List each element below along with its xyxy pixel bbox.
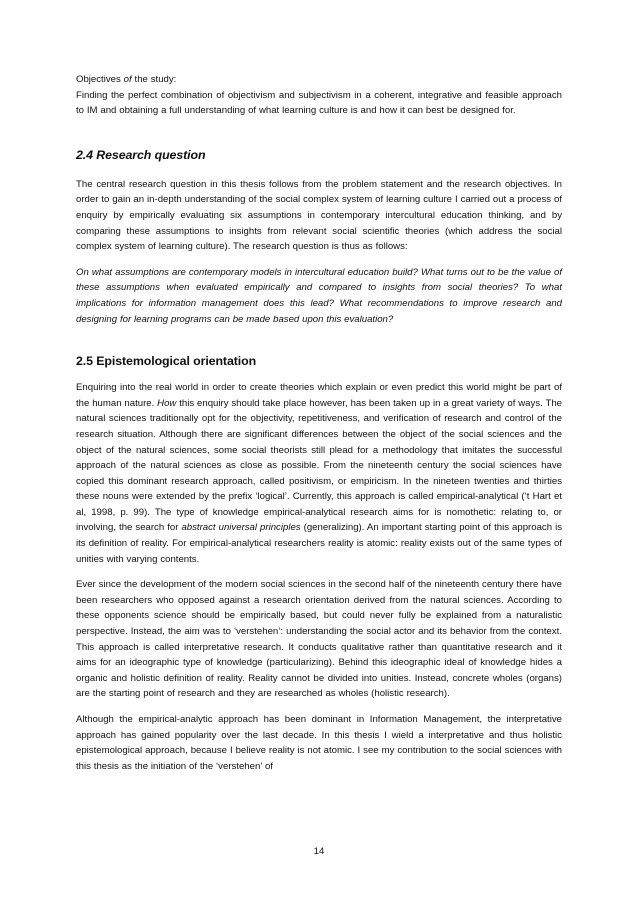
- p1-part-a: Enquiring into the real world in order to create theories which explain or even predict this world might be part of the human nature.: [76, 382, 562, 409]
- epistemology-paragraph-3: Although the empirical-analytic approach has been dominant in Information Management, the interpretative approach has gained popularity over the last decade. In this thesis I wield a interpretative and thus holistic epistemological approach, because I believe reality is not atomic. I see my contribution to the social sciences with this thesis as the initiation of the ‘verstehen’ of: [76, 714, 562, 772]
- research-question-text: On what assumptions are contemporary models in intercultural education build? What turns out to be the value of these assumptions when evaluated empirically and compared to insights from social theories? To what implications for information management does this lead? What recommendations to improve research and designing for learning programs can be made based upon this evaluation?: [76, 266, 562, 325]
- epistemology-paragraph-2: Ever since the development of the modern social sciences in the second half of the nineteenth century there have been researchers who opposed against a research orientation derived from the natural sciences. According to these opponents science should be empirically based, but could never fully be explained from a naturalistic perspective. Instead, the aim was to ‘verstehen’: understanding the social actor and its behavior from the context. This approach is called interpretative research. It conducts qualitative rather than quantitative research and it aims for an ideographic type of knowledge (particularizing). Behind this ideographic ideal of knowledge hides a organic and holistic definition of reality. Reality cannot be divided into unities. Instead, concrete wholes (organs) are the starting point of research and they are researched as wholes (holistic research).: [76, 579, 562, 700]
- epistemological-heading-text: 2.5 Epistemological orientation: [76, 354, 257, 369]
- epistemology-paragraph-1: [76, 380, 562, 567]
- page-number: 14: [313, 846, 325, 857]
- objectives-heading-pre: Objectives: [76, 74, 124, 85]
- research-question-paragraph: The central research question in this thesis follows from the problem statement and the research objectives. In order to gain an in-depth understanding of the social complex system of learning culture I carried out a process of enquiry by empirically evaluating six assumptions in contemporary intercultural education thinking, and by comparing these assumptions to insights from relevant social scientific theories (which address the social complex system of learning culture). The research question is thus as follows:: [76, 178, 562, 253]
- objectives-text: Finding the perfect combination of objectivism and subjectivism in a coherent, integrative and feasible approach to IM and obtaining a full understanding of what learning culture is and how it can best be designed for.: [76, 89, 562, 117]
- objectives-heading: [76, 72, 562, 88]
- page-content: [76, 72, 562, 774]
- objectives-heading-post: the study:: [131, 74, 177, 85]
- p1-emphasis-how: How: [157, 397, 177, 409]
- p1-part-c: (generalizing). An important starting point of this approach is its definition of reality. For empirical-analytical researchers reality is atomic: reality exists out of the same types of unities with varying contents.: [76, 522, 563, 565]
- p1-emphasis-abstract: abstract universal principles: [181, 522, 301, 534]
- objectives-heading-italic: of: [123, 74, 132, 85]
- section-heading-research-question: 2.4 Research question: [76, 147, 206, 162]
- section-heading-epistemological-orientation: [76, 353, 562, 369]
- p1-part-b: this enquiry should take place however, has been taken up in a great variety of ways. The natural sciences traditionally opt for the objectivity, repetitiveness, and verification of research and control of the research situation. Although there are significant differences between the object of the social sciences and the object of the natural sciences, some social theorists still plead for a methodology that imitates the successful approach of the natural sciences as close as possible. From the nineteenth century the social sciences have copied this dominant research approach, called positivism, or empiricism. In the nineteen twenties and thirties these nouns were extended by the prefix ‘logical’. Currently, this approach is called empirical-analytical (‘t Hart et al, 1998, p. 99). The type of knowledge empirical-analytical research aims for is nomothetic: relating to, or involving, the search for: [76, 397, 563, 534]
